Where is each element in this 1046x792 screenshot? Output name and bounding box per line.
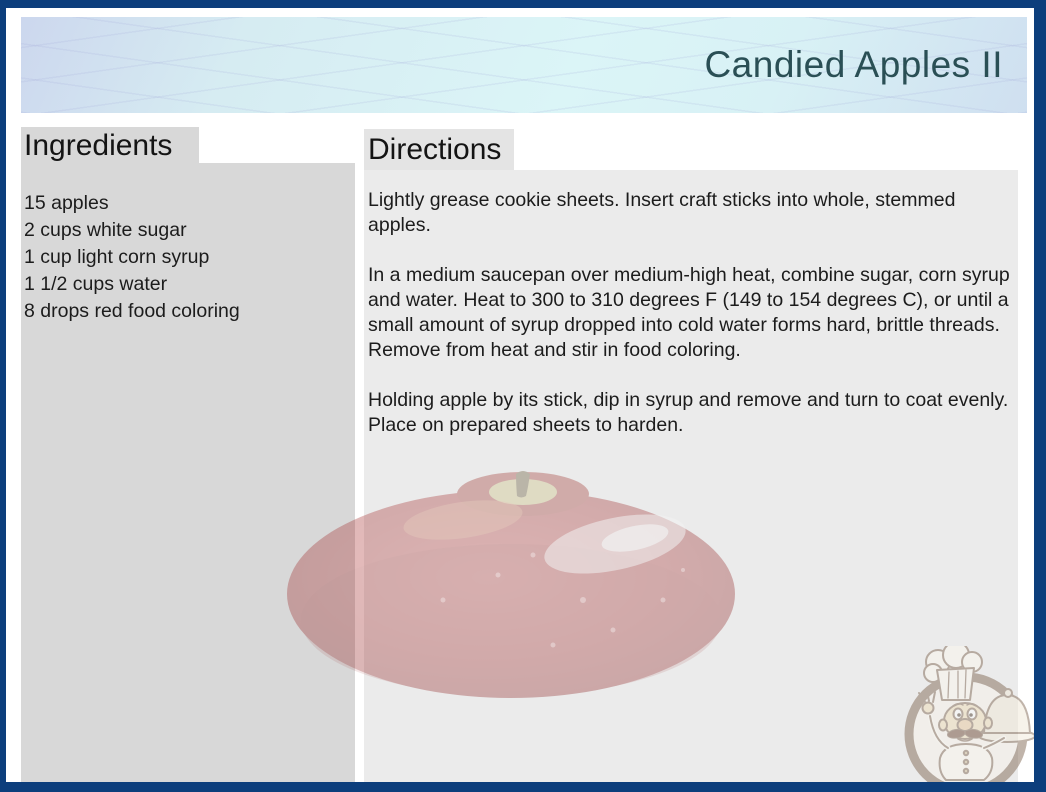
directions-text [368,188,1016,463]
directions-heading-box [364,129,514,170]
page-border-left [0,0,6,792]
directions-paragraph: In a medium saucepan over medium-high heat, combine sugar, corn syrup and water. Heat to 300 to 310 degrees F (149 to 154 degrees C), or until a small amount of syrup dropped into cold water forms hard, brittle threads. Remove from heat and stir in food coloring. [368,264,1010,361]
ingredient-item: 15 apples [24,192,109,214]
page-title: Candied Apples II [704,44,1003,85]
directions-heading: Directions [368,132,502,166]
ingredients-list [24,190,344,325]
ingredient-item: 1 1/2 cups water [24,273,168,295]
directions-paragraph: Holding apple by its stick, dip in syrup and remove and turn to coat evenly. Place on prepared sheets to harden. [368,389,1009,436]
header-banner [21,17,1027,113]
ingredient-item: 1 cup light corn syrup [24,246,210,268]
ingredients-heading: Ingredients [24,128,173,162]
directions-paragraph: Lightly grease cookie sheets. Insert craft sticks into whole, stemmed apples. [368,189,956,236]
chef-logo-icon [900,646,1038,786]
apple-photo-icon [283,460,739,700]
page-border-top [0,0,1046,8]
ingredient-item: 8 drops red food coloring [24,300,240,322]
page-border-right [1034,0,1046,792]
ingredient-item: 2 cups white sugar [24,219,187,241]
ingredients-heading-box [21,127,199,164]
page-border-bottom [0,782,1046,792]
